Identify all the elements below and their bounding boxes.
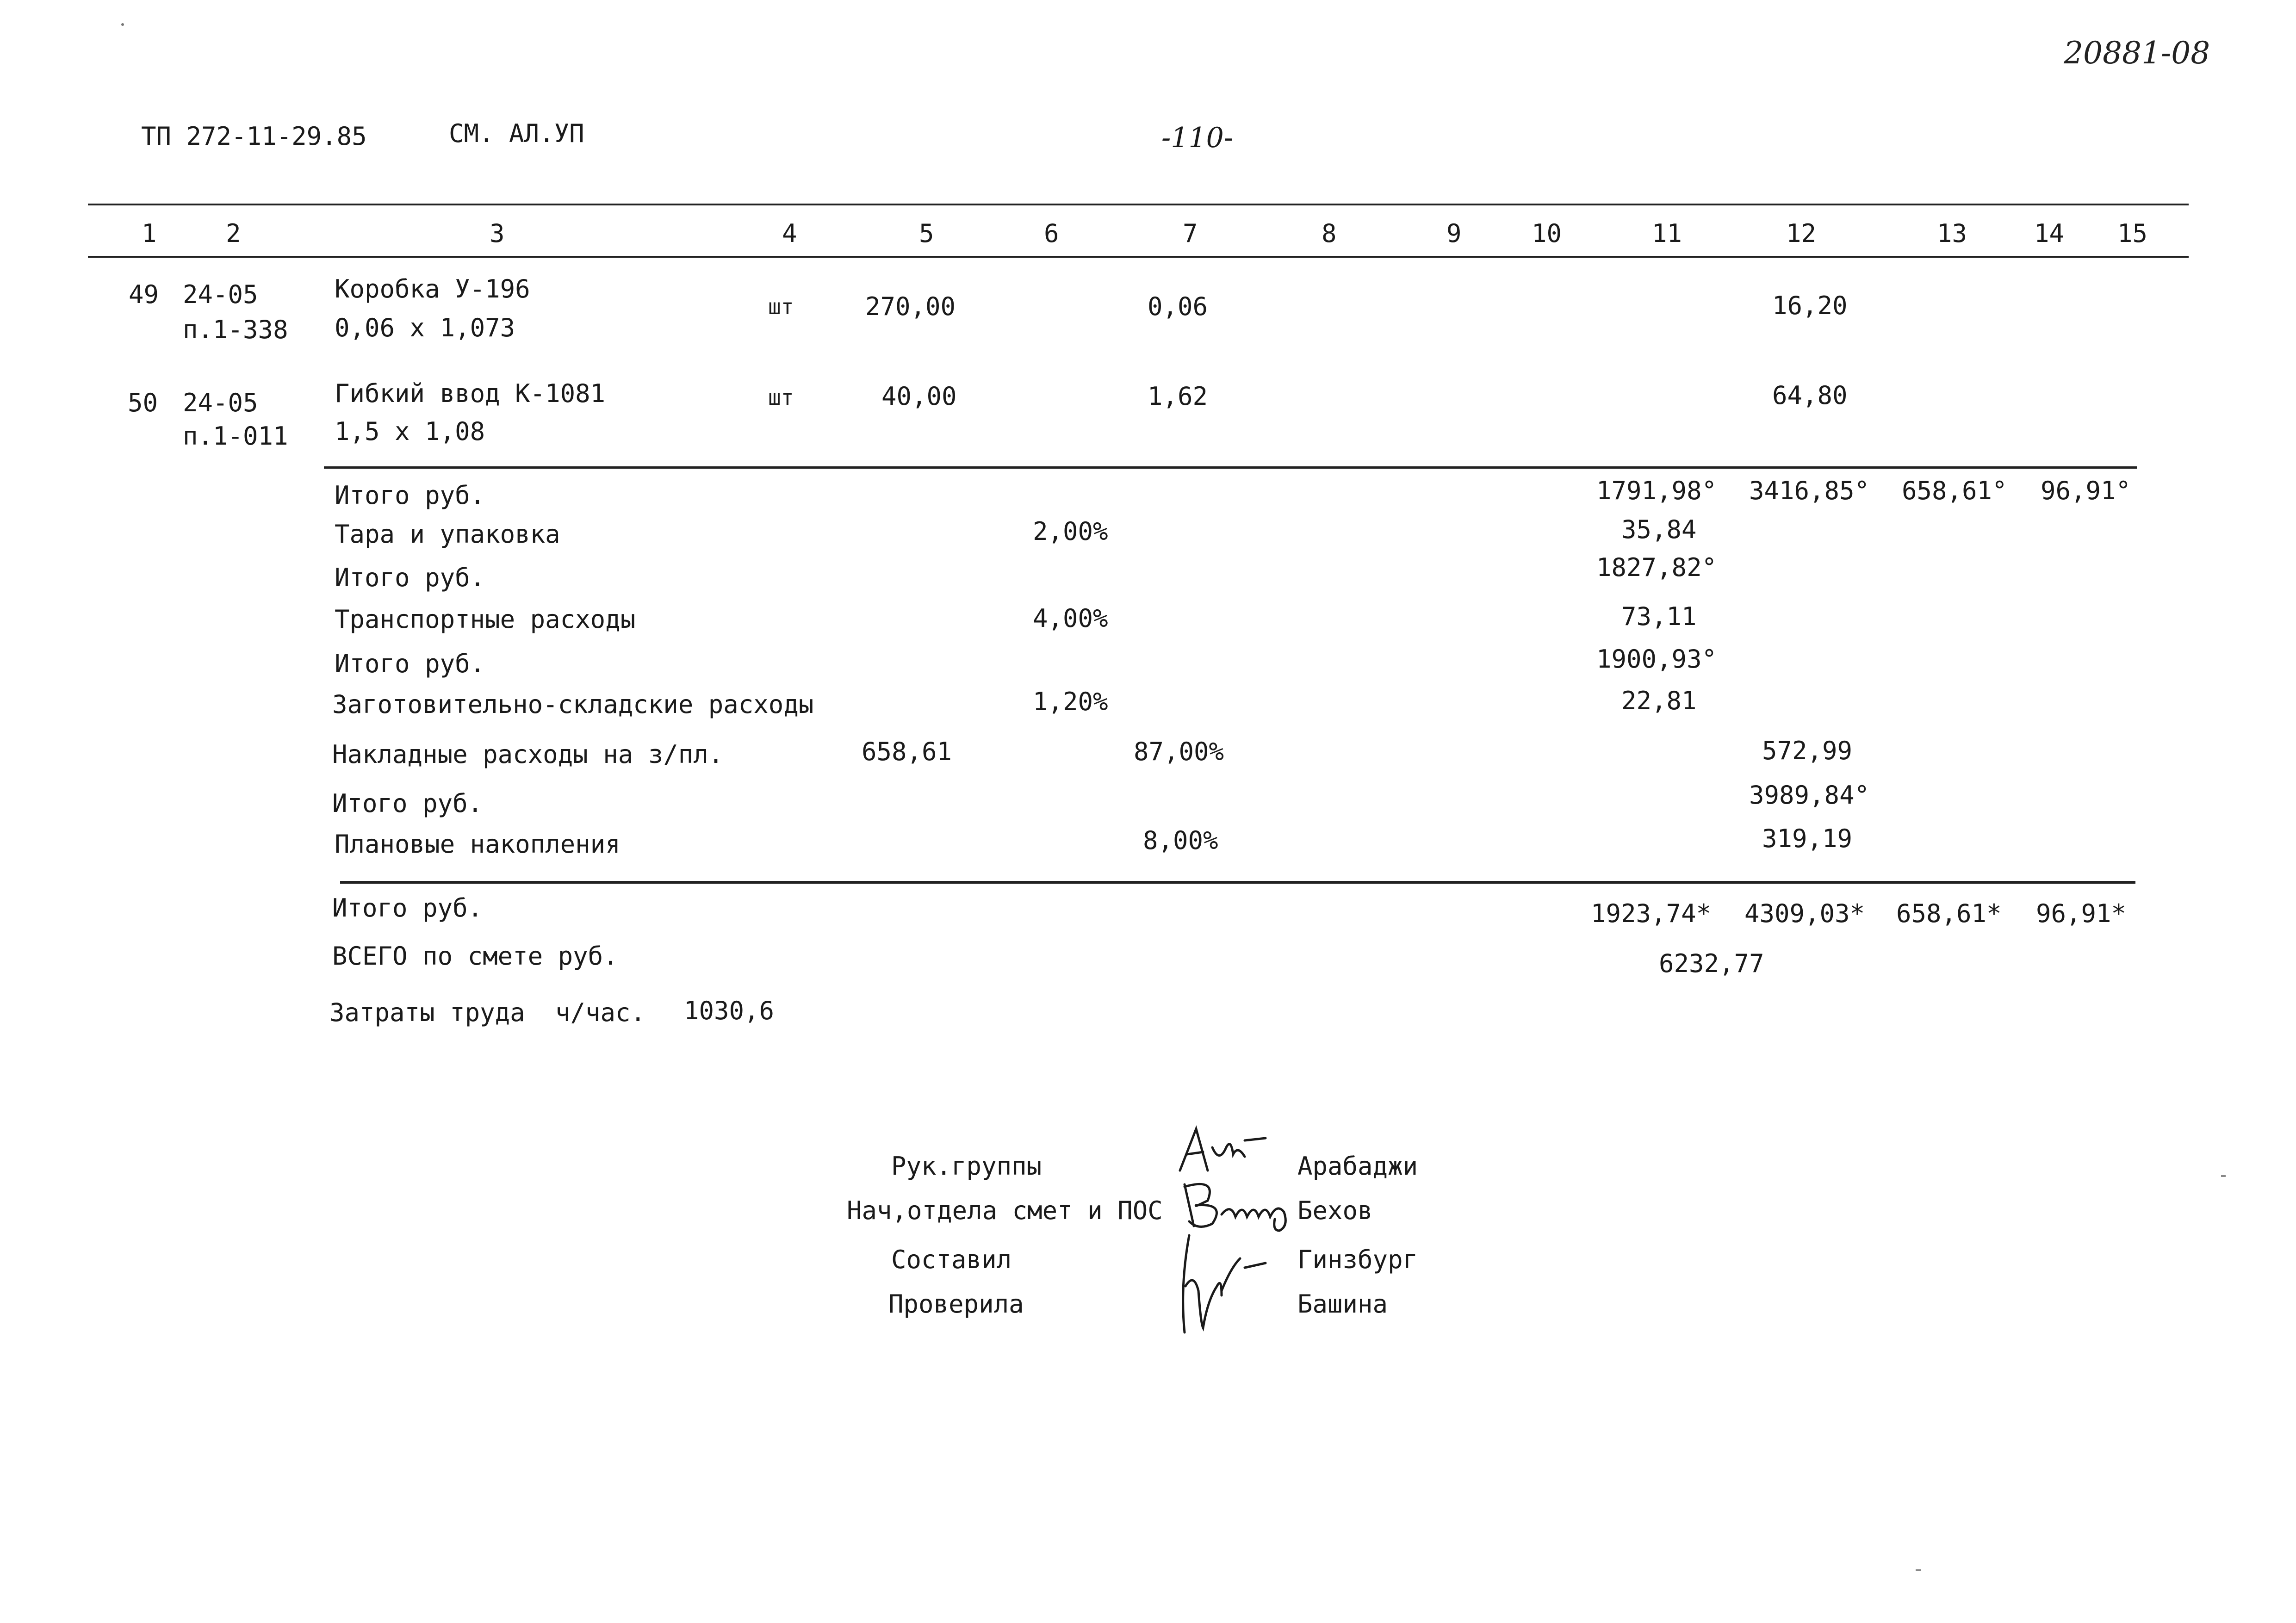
item-code: 24-05: [183, 388, 258, 417]
item-number: 50: [128, 388, 158, 417]
item-cost: 64,80: [1772, 381, 1848, 410]
summary-col11: 1791,98°: [1596, 476, 1717, 505]
scan-speck: [121, 23, 124, 26]
summary-col13: 658,61°: [1902, 476, 2007, 505]
item-unit: шт: [768, 294, 794, 319]
total-col13: 658,61*: [1896, 899, 2002, 928]
col-header: 7: [1183, 219, 1198, 248]
item-unit: шт: [768, 385, 794, 410]
summary-label: Плановые накопления: [335, 830, 621, 859]
archive-stamp: 20881-08: [2064, 35, 2210, 71]
handwritten-signature: [1175, 1231, 1268, 1337]
col-header: 13: [1937, 219, 1967, 248]
document-code: ТП 272-11-29.85: [141, 122, 367, 151]
summary-col11: 35,84: [1621, 515, 1697, 544]
summary-label: Тара и упаковка: [335, 520, 560, 549]
signer-role: Составил: [891, 1245, 1012, 1274]
summary-label: Транспортные расходы: [335, 605, 636, 634]
col-header: 3: [490, 219, 505, 248]
col-header: 14: [2034, 219, 2065, 248]
summary-label: Итого руб.: [335, 649, 485, 678]
summary-col7: 87,00%: [1134, 737, 1224, 766]
item-clause: п.1-338: [183, 315, 288, 344]
signer-name: Башина: [1297, 1289, 1388, 1319]
col-header: 12: [1786, 219, 1817, 248]
item-name: Гибкий ввод К-1081: [335, 379, 606, 408]
item-name: Коробка У-196: [335, 274, 530, 304]
signer-role: Нач,отдела смет и ПОС: [847, 1196, 1163, 1225]
labor-unit: ч/час.: [555, 998, 646, 1027]
col-header: 15: [2117, 219, 2148, 248]
signer-role: Рук.группы: [891, 1152, 1042, 1181]
item-quantity: 1,62: [1148, 382, 1208, 411]
labor-value: 1030,6: [684, 996, 775, 1025]
summary-col11: 73,11: [1621, 602, 1697, 631]
item-quantity: 0,06: [1148, 292, 1208, 321]
handwritten-signature: [1175, 1175, 1305, 1235]
summary-col11: 1900,93°: [1596, 644, 1717, 674]
signer-name: Гинзбург: [1297, 1245, 1418, 1274]
item-number: 49: [129, 280, 159, 309]
summary-col12: 319,19: [1762, 824, 1853, 853]
total-col14: 96,91*: [2036, 899, 2127, 928]
col-header: 1: [142, 219, 157, 248]
summary-col5: 658,61: [862, 737, 952, 766]
total-rule: [340, 881, 2135, 884]
col-header: 8: [1322, 219, 1337, 248]
scan-speck: [1916, 1569, 1921, 1571]
summary-label: Итого руб.: [332, 789, 483, 818]
summary-label: Заготовительно-складские расходы: [332, 690, 814, 719]
signer-name: Бехов: [1297, 1196, 1373, 1225]
item-calc: 0,06 х 1,073: [335, 313, 515, 342]
total-col11: 1923,74*: [1591, 899, 1712, 928]
total-label: Итого руб.: [332, 893, 483, 923]
signer-name: Арабаджи: [1297, 1152, 1418, 1181]
col-header: 6: [1044, 219, 1059, 248]
col-header: 2: [226, 219, 241, 248]
summary-label: Итого руб.: [335, 563, 485, 592]
item-clause: п.1-011: [183, 421, 288, 451]
signer-role: Проверила: [888, 1289, 1024, 1319]
col-header: 5: [919, 219, 934, 248]
handwritten-signature: [1175, 1120, 1277, 1180]
col-header: 10: [1532, 219, 1562, 248]
col-header: 11: [1652, 219, 1682, 248]
total-col12: 4309,03*: [1744, 899, 1865, 928]
summary-col6: 4,00%: [1033, 604, 1108, 633]
summary-label: Итого руб.: [335, 481, 485, 510]
header-bottom-rule: [88, 256, 2189, 258]
item-cost: 16,20: [1772, 291, 1848, 320]
grand-total-value: 6232,77: [1659, 949, 1764, 978]
item-code: 24-05: [183, 280, 258, 309]
col-header: 4: [782, 219, 797, 248]
labor-label: Затраты труда: [329, 998, 525, 1027]
summary-label: Накладные расходы на з/пл.: [332, 740, 724, 769]
item-price: 40,00: [881, 382, 957, 411]
page-number: -110-: [1161, 122, 1234, 154]
summary-col12: 3416,85°: [1749, 476, 1870, 505]
scan-speck: [2221, 1175, 2226, 1177]
summary-col6: 2,00%: [1033, 517, 1108, 546]
table-top-rule: [88, 204, 2189, 205]
summary-col11: 22,81: [1621, 686, 1697, 715]
item-price: 270,00: [865, 292, 956, 321]
summary-col12: 3989,84°: [1749, 781, 1870, 810]
summary-col12: 572,99: [1762, 736, 1853, 765]
summary-col11: 1827,82°: [1596, 553, 1717, 582]
summary-col7: 8,00%: [1143, 826, 1218, 855]
album-reference: СМ. АЛ.УП: [449, 119, 584, 148]
subtotal-rule: [324, 466, 2137, 469]
item-calc: 1,5 х 1,08: [335, 417, 485, 446]
summary-col14: 96,91°: [2041, 476, 2131, 505]
col-header: 9: [1446, 219, 1462, 248]
summary-col6: 1,20%: [1033, 687, 1108, 716]
grand-total-label: ВСЕГО по смете руб.: [332, 942, 618, 971]
